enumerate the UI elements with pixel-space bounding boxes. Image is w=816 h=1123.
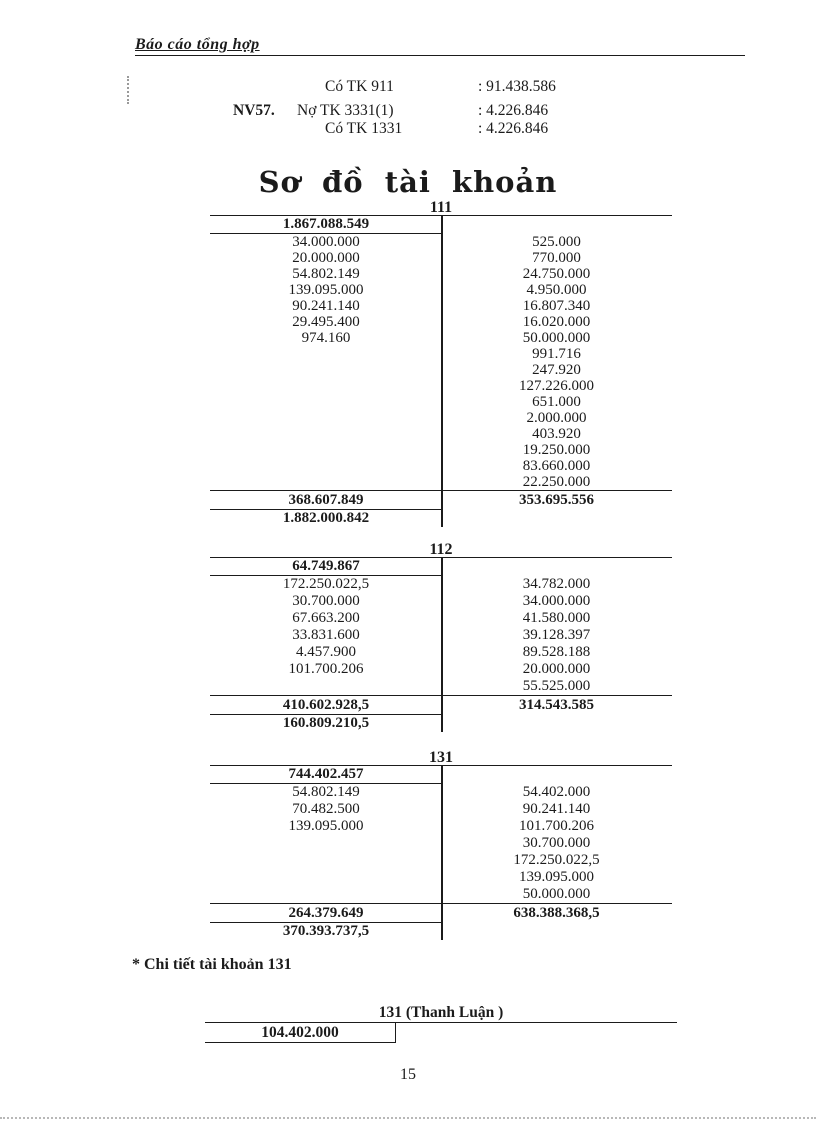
credit-entry: 90.241.140 [522,801,591,817]
debit-entry: 54.802.149 [292,784,360,800]
credit-entry: 50.000.000 [522,886,591,902]
credit-entry: 55.525.000 [522,678,591,694]
taccount-divider-line [441,766,443,940]
journal-entry-row [0,102,816,120]
debit-entry [210,474,442,490]
taccount-detail-131 [205,1003,677,1043]
debit-entry [210,458,442,474]
journal-entry-row [0,78,816,96]
detail-footnote: * Chi tiết tài khoản 131 [132,956,292,973]
credit-entry: 41.580.000 [522,610,591,626]
credit-entry: 101.700.206 [519,818,594,834]
page-number: 15 [400,1066,416,1083]
credit-entry: 172.250.022,5 [513,852,600,868]
taccount-body [210,557,672,732]
credit-total: 353.695.556 [519,492,594,508]
debit-entry: 54.802.149 [292,266,360,282]
debit-entry: 4.457.900 [296,644,356,660]
credit-entry: 39.128.397 [522,627,591,643]
debit-entry [210,410,442,426]
debit-entry [210,362,442,378]
debit-entry: 974.160 [301,330,351,346]
credit-entry: 50.000.000 [522,330,591,346]
credit-entry: 89.528.188 [522,644,591,660]
debit-entry: 101.700.206 [288,661,364,677]
debit-total: 264.379.649 [210,904,442,923]
credit-entry: 24.750.000 [522,266,591,282]
debit-entry [210,442,442,458]
debit-entry: 30.700.000 [292,593,360,609]
credit-entry: 83.660.000 [522,458,591,474]
debit-entry: 20.000.000 [292,250,360,266]
account-number: 131 [429,749,453,766]
credit-entry: 403.920 [532,426,581,442]
debit-entry [210,426,442,442]
account-number: 112 [429,541,453,558]
debit-entry [210,678,442,695]
credit-total: 314.543.585 [519,697,594,713]
credit-entry: 34.000.000 [522,593,591,609]
detail-account-title: 131 (Thanh Luận ) [378,1004,504,1021]
journal-entry-row [0,120,816,138]
journal-amount: : 4.226.846 [478,102,549,119]
debit-entry [210,835,442,852]
credit-entry: 127.226.000 [519,378,594,394]
journal-entry-number: NV57. [233,102,275,119]
journal-account-label: Có TK 1331 [325,120,403,137]
debit-entry: 139.095.000 [288,818,364,834]
opening-balance: 744.402.457 [210,766,442,784]
detail-opening-balance: 104.402.000 [205,1023,396,1043]
credit-entry: 20.000.000 [522,661,591,677]
debit-entry [210,852,442,869]
credit-entry: 2.000.000 [526,410,587,426]
debit-entry: 172.250.022,5 [282,576,370,592]
report-header [135,36,745,56]
page-bottom-border [0,1117,816,1119]
report-header-title: Báo cáo tổng hợp [135,36,260,53]
credit-total: 638.388.368,5 [513,905,600,921]
debit-entry [210,869,442,886]
credit-entry: 991.716 [532,346,581,362]
taccount-divider-line [441,558,443,732]
credit-entry: 16.807.340 [522,298,591,314]
credit-entry: 247.920 [532,362,581,378]
journal-account-label: Có TK 911 [325,78,394,95]
debit-entry: 29.495.400 [292,314,360,330]
taccount-131 [210,750,672,940]
debit-total: 368.607.849 [210,491,442,510]
taccount-divider-line [441,216,443,527]
credit-entry: 139.095.000 [519,869,594,885]
ending-balance: 160.809.210,5 [282,715,370,731]
journal-amount: : 4.226.846 [478,120,549,137]
taccount-body [210,765,672,940]
debit-entry: 90.241.140 [292,298,360,314]
ending-balance: 1.882.000.842 [282,510,370,526]
debit-entry [210,378,442,394]
credit-entry: 19.250.000 [522,442,591,458]
opening-balance: 64.749.867 [210,558,442,576]
taccount-112 [210,542,672,732]
credit-entry: 525.000 [532,234,581,250]
ending-balance: 370.393.737,5 [282,923,370,939]
credit-entry: 30.700.000 [522,835,591,851]
debit-entry: 34.000.000 [292,234,360,250]
taccount-body [210,215,672,527]
account-number: 111 [429,199,453,216]
credit-entry: 22.250.000 [522,474,591,490]
journal-account-label: Nợ TK 3331(1) [297,102,394,119]
debit-entry [210,394,442,410]
debit-total: 410.602.928,5 [210,696,442,715]
debit-entry: 67.663.200 [292,610,360,626]
debit-entry: 33.831.600 [292,627,360,643]
taccount-111 [210,200,672,527]
journal-amount: : 91.438.586 [478,78,556,95]
opening-balance: 1.867.088.549 [210,216,442,234]
credit-entry: 16.020.000 [522,314,591,330]
debit-entry [210,346,442,362]
detail-account-header [205,1003,677,1023]
debit-entry [210,886,442,903]
credit-entry: 34.782.000 [522,576,591,592]
credit-entry: 770.000 [532,250,581,266]
credit-entry: 4.950.000 [526,282,587,298]
diagram-title: Sơ đồ tài khoản [258,165,558,199]
debit-entry: 139.095.000 [288,282,364,298]
credit-entry: 54.402.000 [522,784,591,800]
debit-entry: 70.482.500 [292,801,360,817]
credit-entry: 651.000 [532,394,581,410]
